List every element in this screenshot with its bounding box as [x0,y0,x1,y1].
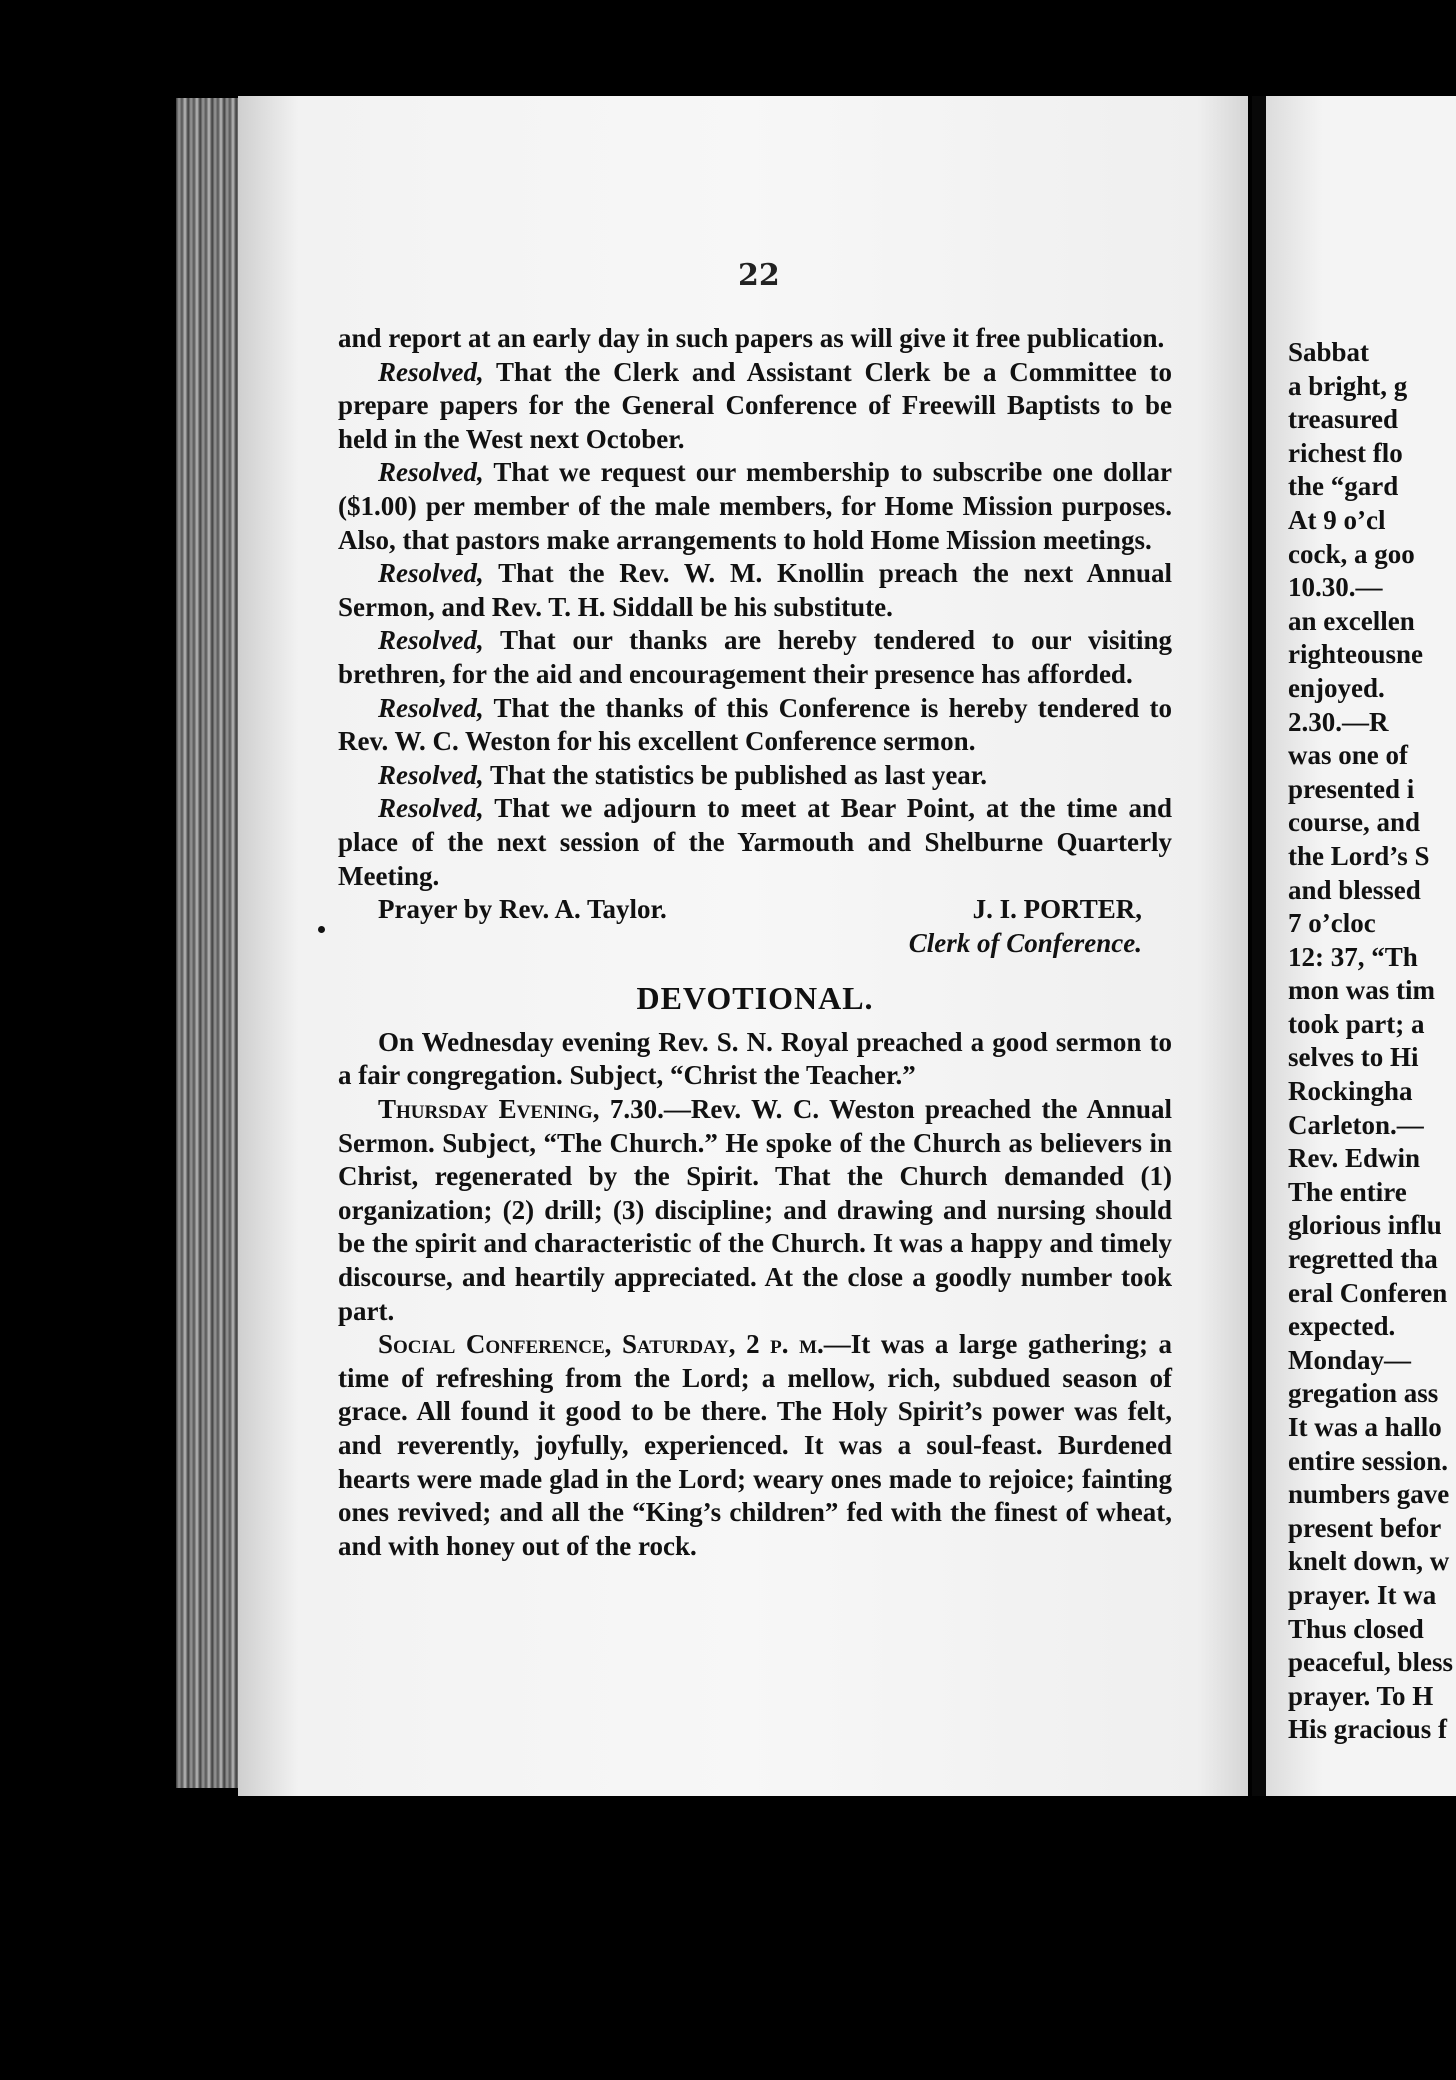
paragraph-text: 7.30.—Rev. W. C. Weston preached the Annual Sermon. Subject, “The Church.” He spoke of the Church as believers in Christ, regenerated by the Spirit. That the Church demanded (1) organization; (2) drill; (3) discipline; and drawing and nursing should be the spirit and characteristic of the Church. It was a happy and timely discourse, and heartily appreciated. At the close a goodly number took part. [338,1094,1173,1326]
right-page-line: present befor [1288,1512,1442,1543]
paragraph [338,692,1172,759]
right-page-line: At 9 o’cl [1288,504,1386,535]
paragraph [338,557,1172,624]
paragraph-text: That the Clerk and Assistant Clerk be a Committee to prepare papers for the General Conference of Freewill Baptists to be held in the West next October. [338,356,1172,454]
resolved-lead: Resolved, [378,457,484,488]
right-page [1266,96,1456,1796]
right-page-line: and blessed [1288,874,1421,905]
paragraph [338,456,1172,557]
right-page-line: It was a hallo [1288,1412,1442,1442]
paragraph [338,356,1172,457]
session-lead: Social Conference, Saturday, 2 p. m. [378,1329,824,1360]
right-page-line: selves to Hi [1288,1042,1419,1073]
right-page-line: the Lord’s S [1288,840,1430,871]
clerk-title: Clerk of Conference. [908,927,1142,958]
paragraph-text: That the Rev. W. M. Knollin preach the next Annual Sermon, and Rev. T. H. Siddall be his substitute. [338,558,1172,622]
right-page-line: 2.30.—R [1288,706,1389,737]
book-page-edges [176,98,238,1788]
paragraph [338,759,1172,793]
right-page-line: treasured [1288,404,1398,435]
devotional-paragraph [338,1328,1172,1563]
devotional-paragraph [338,1093,1172,1328]
right-page-line: 10.30.— [1288,572,1383,603]
right-page-line: His gracious f [1288,1714,1447,1745]
right-page-text [1288,336,1456,1747]
right-page-line: gregation ass [1288,1378,1439,1409]
right-page-line: an excellen [1288,605,1415,636]
paragraph [338,792,1172,893]
right-page-line: took part; a [1288,1008,1425,1039]
right-page-line: entire session. [1288,1445,1448,1476]
signature-row [338,893,1172,927]
paragraph-text: and report at an early day in such papers as will give it free publication. [338,323,1165,353]
right-page-line: Carleton.— [1288,1109,1424,1140]
prayer-line: Prayer by Rev. A. Taylor. [378,894,667,925]
right-page-line: course, and [1288,807,1421,838]
paragraph-text: That we request our membership to subscribe one dollar ($1.00) per member of the male members, for Home Mission purposes. Also, that pastors make arrangements to hold Home Mission meetings. [338,457,1172,555]
right-page-line: enjoyed. [1288,672,1385,703]
paragraph [338,624,1172,691]
right-page-line: numbers gave [1288,1479,1450,1510]
right-page-line: mon was tim [1288,975,1435,1006]
resolved-lead: Resolved, [378,793,484,824]
devotional-block [338,1026,1172,1564]
paragraph-text: On Wednesday evening Rev. S. N. Royal preached a good sermon to a fair congregation. Subject, “Christ the Teacher.” [338,1026,1172,1091]
right-page-line: righteousne [1288,639,1423,670]
clerk-name: J. I. PORTER, [972,894,1142,925]
right-page-line: prayer. It wa [1288,1579,1437,1610]
paragraph-text: That our thanks are hereby tendered to our visiting brethren, for the aid and encouragement their presence has afforded. [338,625,1172,689]
right-page-line: 12: 37, “Th [1288,941,1418,972]
right-page-line: expected. [1288,1311,1396,1342]
paragraph-text: That the thanks of this Conference is hereby tendered to Rev. W. C. Weston for his excellent Conference sermon. [338,692,1172,757]
resolved-lead: Resolved, [378,356,484,387]
right-page-line: peaceful, bless [1288,1647,1453,1678]
right-page-line: the “gard [1288,471,1399,502]
right-page-line: glorious influ [1288,1210,1442,1241]
resolved-lead: Resolved, [378,558,484,589]
right-page-line: The entire [1288,1176,1407,1207]
page-body [338,322,1172,1563]
right-page-line: Rockingha [1288,1076,1413,1107]
right-page-line: a bright, g [1288,370,1408,401]
page-number: 22 [738,258,780,293]
resolved-lead: Resolved, [378,625,484,656]
right-page-line: regretted tha [1288,1244,1438,1275]
paragraph-text: That we adjourn to meet at Bear Point, at the time and place of the next session of the Yarmouth and Shelburne Quarterly Meeting. [338,793,1172,891]
resolved-lead: Resolved, [378,692,484,723]
right-page-line: Rev. Edwin [1288,1143,1421,1174]
right-page-line: Monday— [1288,1344,1412,1375]
right-page-line: prayer. To H [1288,1680,1434,1711]
right-page-line: presented i [1288,773,1415,804]
right-page-line: richest flo [1288,437,1403,468]
paragraph-text: —It was a large gathering; a time of refreshing from the Lord; a mellow, rich, subdued season of grace. All found it good to be there. The Holy Spirit’s power was felt, and reverently, joyfully, experienced. It was a soul-feast. Burdened hearts were made glad in the Lord; weary ones made to rejoice; fainting ones revived; and all the “King’s children” fed with the finest of wheat, and with honey out of the rock. [338,1329,1172,1561]
paragraph [338,322,1172,356]
right-page-line: 7 o’cloc [1288,908,1376,939]
paragraph-text: That the statistics be published as last year. [483,759,988,790]
right-page-line: was one of [1288,740,1408,771]
resolved-lead: Resolved, [378,759,484,790]
resolutions-block [338,322,1172,893]
section-heading: DEVOTIONAL. [636,980,874,1017]
book-gutter [1252,96,1266,1796]
right-page-line: knelt down, w [1288,1546,1450,1577]
margin-mark [318,926,325,933]
right-page-line: Thus closed [1288,1613,1424,1644]
right-page-line: eral Conferen [1288,1277,1448,1308]
right-page-line: cock, a goo [1288,538,1415,569]
devotional-paragraph [338,1026,1172,1093]
session-lead: Thursday Evening, [378,1094,600,1125]
right-page-line: Sabbat [1288,337,1370,367]
